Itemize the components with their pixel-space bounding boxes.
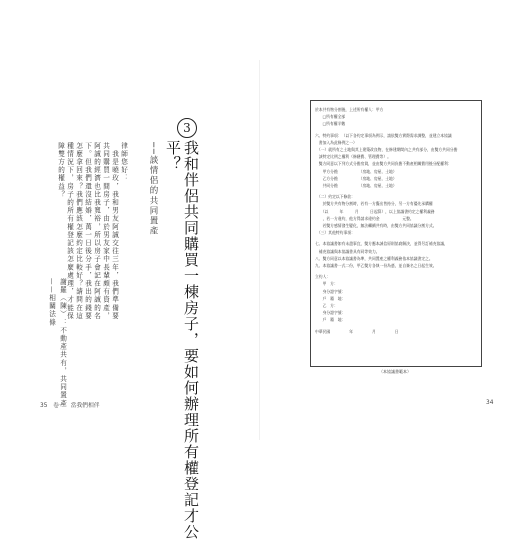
- form-line: □所有權全部: [315, 114, 346, 120]
- form-line: 立約人：: [315, 274, 331, 280]
- form-line: 七、本協議書如有未盡事宜，雙方應本誠信原則協商解決，並得另訂補充協議，: [315, 241, 448, 247]
- form-line: 乙 方：: [315, 303, 338, 309]
- letter-body-line: 怎麼拿回來？我們應該怎麼約定比較好？請問在這: [74, 142, 83, 321]
- chapter-number-badge: 3: [177, 118, 197, 138]
- form-line: 戶 籍 地：: [315, 295, 346, 301]
- form-line: 書加入為此條例之一）: [315, 139, 357, 145]
- form-line: 於本共有物分割後，上述所有權人：甲方: [315, 107, 384, 112]
- form-line: 八、雙方同意以本協議書為準，共同置產之權利義務依本協議書定之。: [315, 255, 433, 261]
- form-line: （以 年 月 日起算），以上協議書約定之權利義務: [315, 208, 435, 214]
- form-line: 乙方分擔 （房地、房屋、土地）: [315, 175, 397, 181]
- form-line: 雙方同意以下列方式分擔房貸，並由雙方共同負擔不動產相關費用後分配權利：: [315, 161, 452, 167]
- form-line: 共同分擔 （房地、房屋、土地）: [315, 183, 397, 189]
- form-caption: （本協議書範本）: [379, 369, 411, 374]
- form-line: （二）約定以下條款：: [315, 194, 355, 200]
- agreement-form: [315, 106, 475, 335]
- form-line: 該特定比例之權利（修繕費、管理費等）。: [315, 154, 391, 160]
- form-line: 六、特約事項：（以下各約定事項為例示，請依雙方實際需求調整，並建立本協議: [315, 132, 452, 138]
- form-line: 甲方分擔 （房地、房屋、土地）: [315, 168, 397, 174]
- letter-body-line: 我是曉玫，我和男友阿誠交往三年，我們準備要: [110, 142, 119, 321]
- form-line: 甲 方：: [315, 281, 338, 287]
- letter-salutation: 律師您好：: [119, 142, 128, 183]
- form-date-line: 中華民國 年 月 日: [315, 328, 399, 334]
- page-number-left: 35 卷一 當我們相伴: [40, 403, 100, 409]
- form-line: 身分證字號：: [315, 288, 346, 294]
- form-line: 戶 籍 地：: [315, 317, 346, 323]
- reference-note: 謝羅（陳）：不動產共有，共同置產: [58, 278, 67, 408]
- form-line: ，若一方違約，他方得請求違約金 元整。: [315, 215, 414, 221]
- letter-body-line: 種情況下，房子的所有權登記該怎麼處理，才能保: [65, 142, 74, 321]
- form-line: □所有權半數: [315, 121, 346, 127]
- form-line: 身分證字號：: [315, 310, 346, 316]
- right-page: [260, 0, 520, 500]
- chapter-title-line-2: 平？: [164, 140, 182, 172]
- form-line: （一）就所有之土地與其上建築改良物，在修建期間內之共有部分，由雙方共同分擔: [315, 147, 458, 153]
- letter-body-line: 阿誠的經濟也比我寬裕，所以房子會記在阿誠的名: [92, 142, 101, 321]
- chapter-title: 我和伴侶共同購買一棟房子，要如何辦理所有權登記才公: [182, 140, 200, 540]
- letter-body-line: 共同購買一間房子，由於男友家中長輩頗有資產，: [101, 142, 110, 321]
- form-line: 若雙方感情發生變化，無法繼續共有時，由雙方共同協議分割方式。: [315, 223, 437, 229]
- letter-body-line: 下。但我們還沒結婚，萬一日後分手，我出的錢要: [83, 142, 92, 321]
- form-line: 九、本協議書一式二份，甲乙雙方各執一份為憑，並自簽名之日起生效。: [315, 263, 437, 269]
- form-line: 於雙方共有物分割時，若有一方擬出售持分，另一方有優先承購權: [315, 201, 433, 207]
- letter-body-line: 障雙方的權益？: [56, 142, 65, 199]
- form-line: 補充協議與本協議書具有同等效力。: [315, 248, 380, 254]
- page-number-right: 34: [486, 400, 494, 406]
- reference-note: ——相關法條: [47, 278, 56, 327]
- form-line: （三）其他特約事項：: [315, 230, 355, 236]
- chapter-subtitle: ──談情侶的共同置產: [148, 142, 158, 237]
